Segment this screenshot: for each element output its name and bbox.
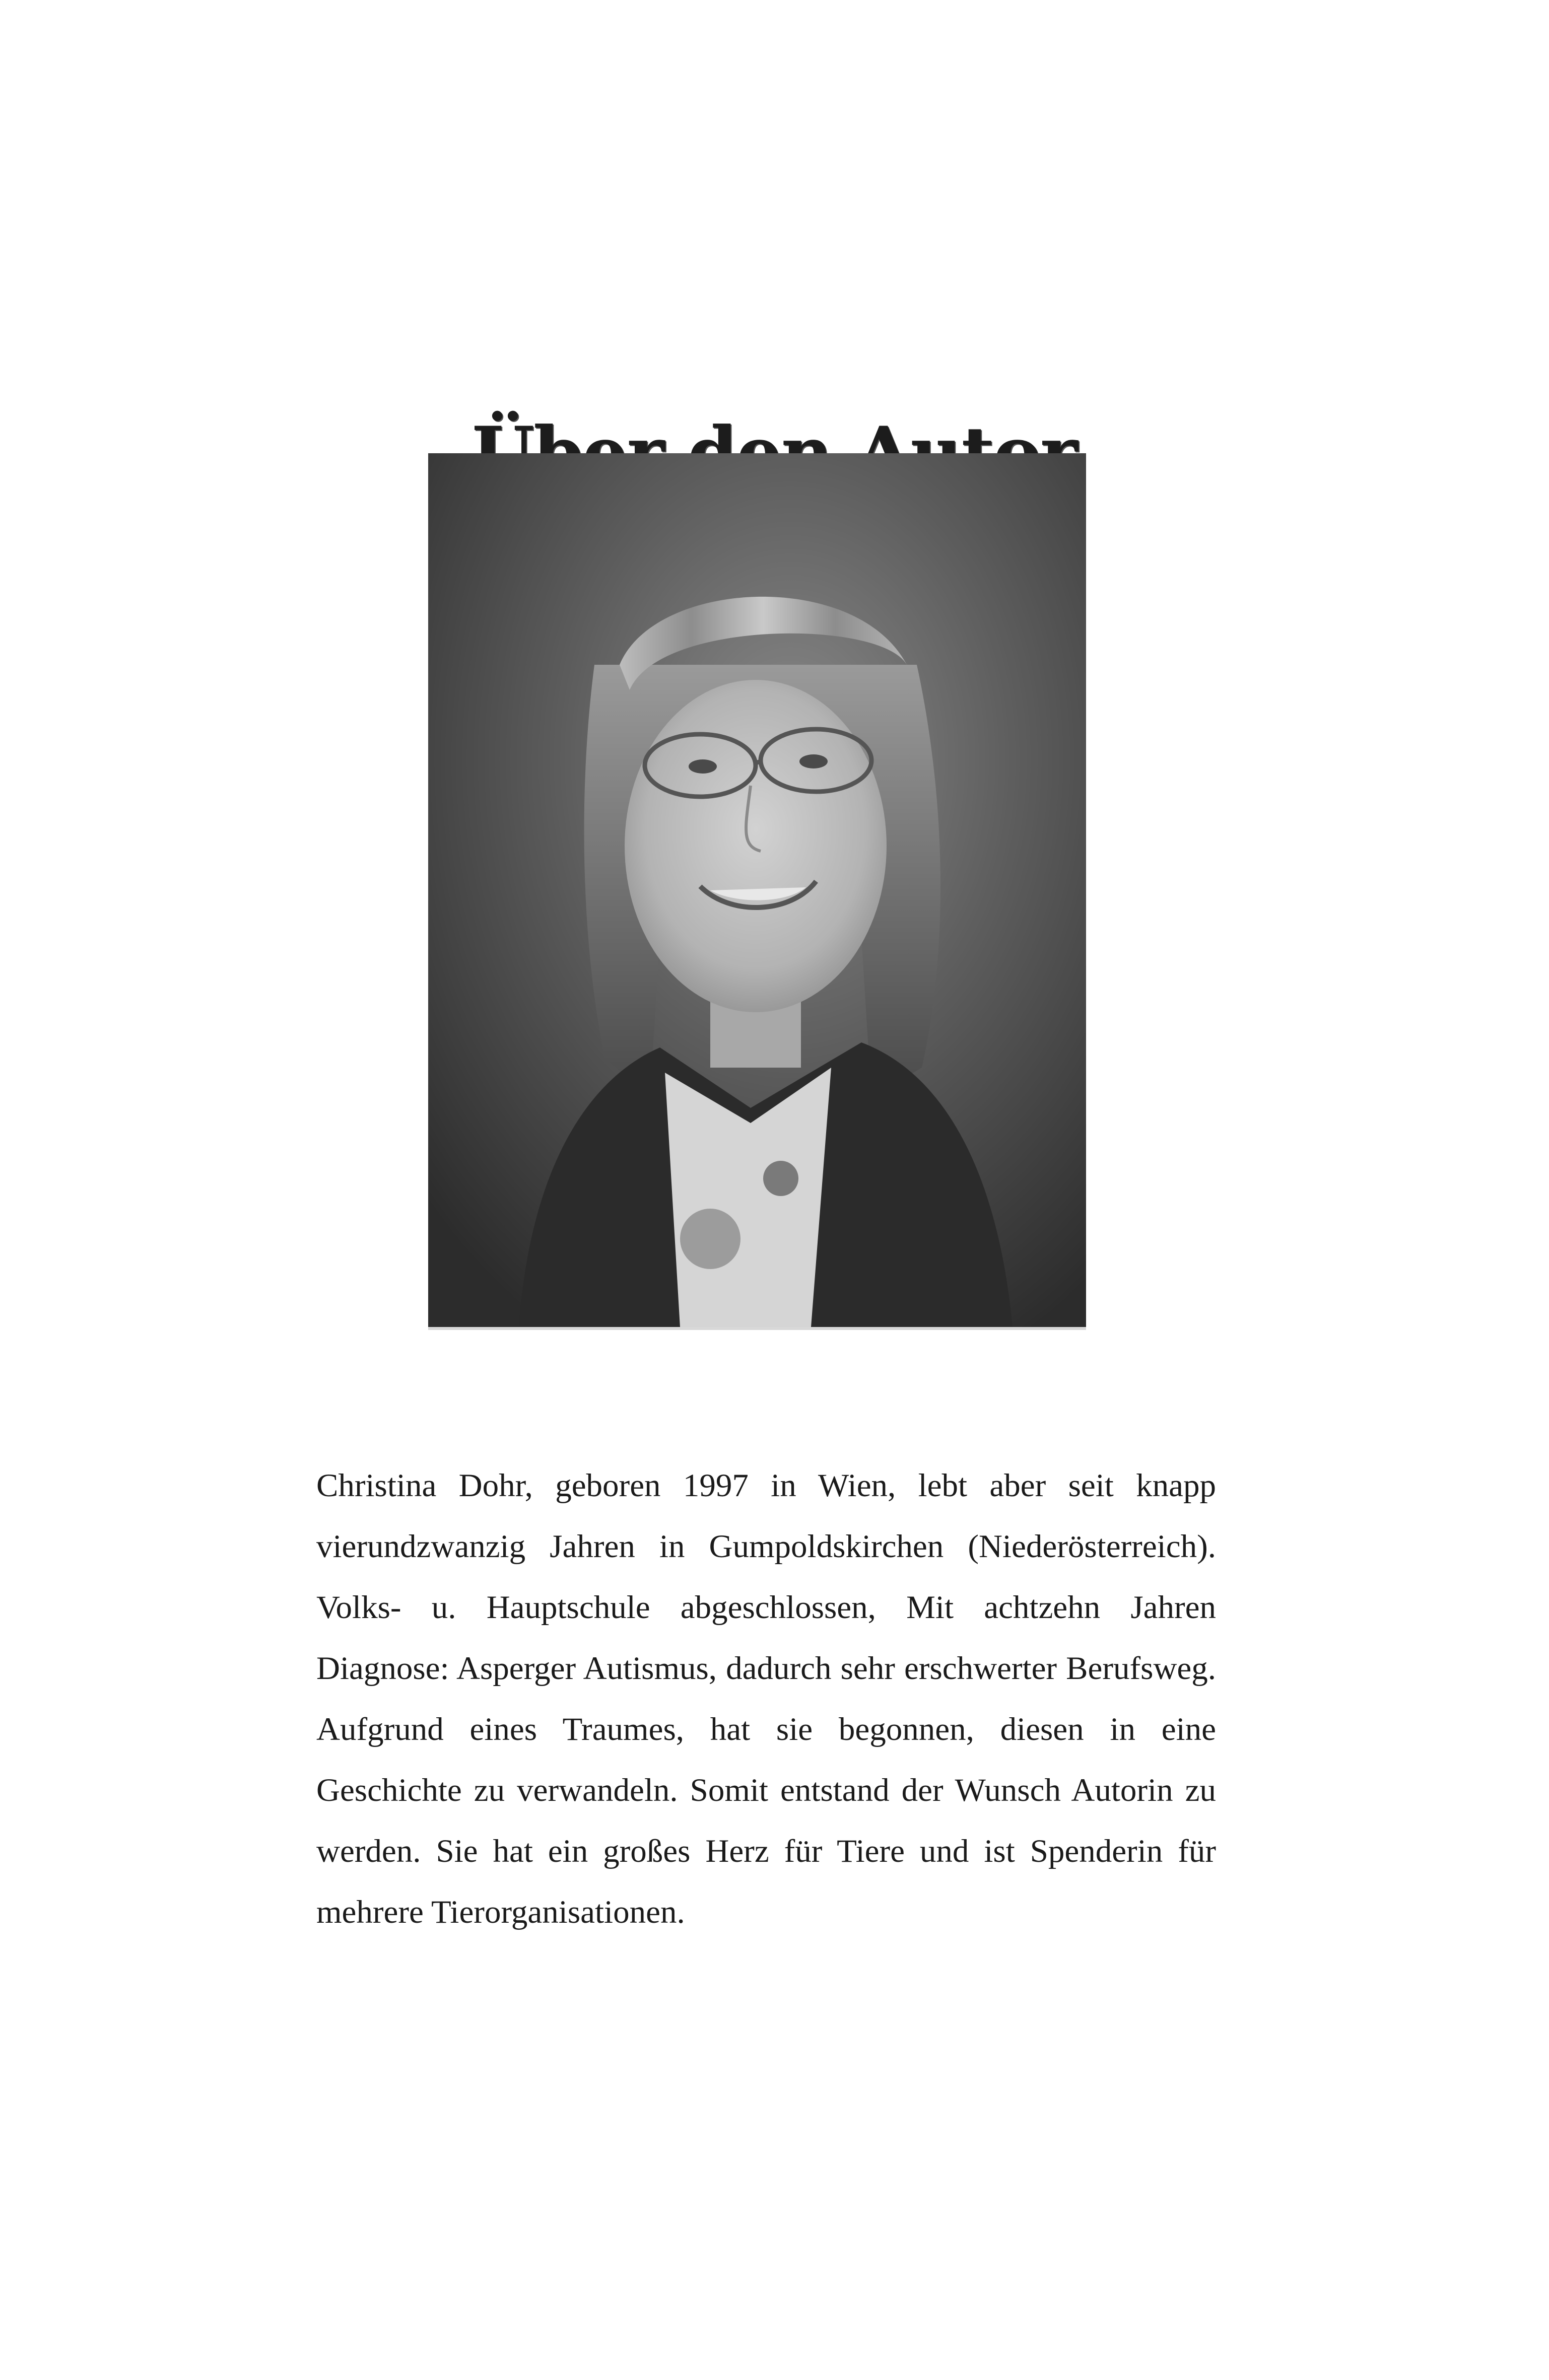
author-photo <box>428 453 1086 1327</box>
author-bio: Christina Dohr, geboren 1997 in Wien, lebt aber seit knapp vierundzwanzig Jahren in Gumpoldskirchen (Niederösterreich). Volks- u. Hauptschule abgeschlossen, Mit achtzehn Jahren Diagnose: Asperger Autismus, dadurch sehr erschwerter Berufsweg. Aufgrund eines Traumes, hat sie begonnen, diesen in eine Geschichte zu verwandeln. Somit entstand der Wunsch Autorin zu werden. Sie hat ein großes Herz für Tiere und ist Spenderin für mehrere Tierorganisationen. <box>316 1467 1216 1930</box>
